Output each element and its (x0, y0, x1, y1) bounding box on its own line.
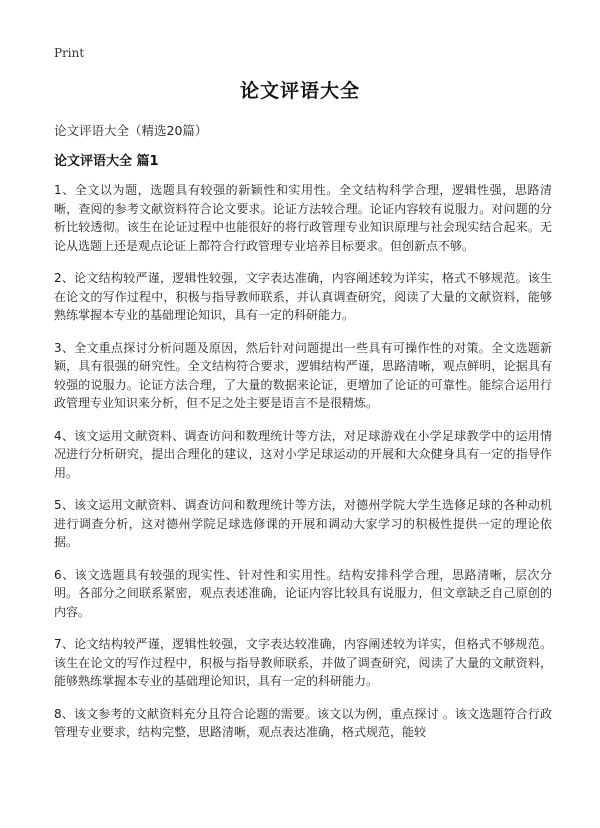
section-heading: 论文评语大全 篇1 (54, 154, 159, 169)
paragraph-8: 8、该文参考的文献资料充分且符合论题的需要。该文以为例，重点探讨 。该文选题符合行政管理专业要求，结构完整，思路清晰，观点表达准确，格式规范，能较 (54, 706, 552, 739)
paragraph-5: 5、该文运用文献资料、调查访问和数理统计等方法，对德州学院大学生选修足球的各种动机进行调查分析，这对德州学院足球选修课的开展和调动大家学习的积极性提供一定的理论依据。 (54, 498, 552, 549)
paragraph-4: 4、该文运用文献资料、调查访问和数理统计等方法，对足球游戏在小学足球教学中的运用情况进行分析研究，提出合理化的建议，这对小学足球运动的开展和大众健身具有一定的指导作用。 (54, 428, 552, 480)
document-title: 论文评语大全 (239, 80, 360, 102)
document-body (54, 181, 552, 756)
paragraph-1: 1、全文以为题，选题具有较强的新颖性和实用性。全文结构科学合理，逻辑性强，思路清晰，查阅的参考文献资料符合论文要求。论证方法较合理。论证内容较有说服力。对问题的分析比较透彻。该生在论证过程中也能很好的将行政管理专业知识原理与社会现实结合起来。无论从选题上还是观点论证上都符合行政管理专业培养目标要求。但创新点不够。 (54, 183, 552, 253)
paragraph-3: 3、全文重点探讨分析问题及原因，然后针对问题提出一些具有可操作性的对策。全文选题新颖，具有很强的研究性。全文结构符合要求，逻辑结构严谨，思路清晰，观点鲜明，论据具有较强的说服力。论证方法合理，了大量的数据来论证，更增加了论证的可靠性。能综合运用行政管理专业知识来分析，但不足之处主要是语言不是很精炼。 (54, 340, 552, 410)
document-subtitle: 论文评语大全（精选20篇） (54, 123, 208, 138)
paragraph-2: 2、论文结构较严谨，逻辑性较强，文字表达准确，内容阐述较为详实，格式不够规范。该生在论文的写作过程中，积极与指导教师联系，并认真调查研究，阅读了大量的文献资料，能够熟练掌握本专业的基础理论知识，具有一定的科研能力。 (54, 271, 552, 322)
paragraph-7: 7、论文结构较严谨，逻辑性较强，文字表达较准确，内容阐述较为详实，但格式不够规范。该生在论文的写作过程中，积极与指导教师联系，并做了调查研究，阅读了大量的文献资料，能够熟练掌握本专业的基础理论知识，具有一定的科研能力。 (54, 637, 552, 688)
paragraph-6: 6、该文选题具有较强的现实性、针对性和实用性。结构安排科学合理，思路清晰，层次分明。各部分之间联系紧密，观点表述准确，论证内容比较具有说服力，但文章缺乏自己原创的内容。 (54, 567, 552, 619)
print-label: Print (54, 46, 85, 60)
